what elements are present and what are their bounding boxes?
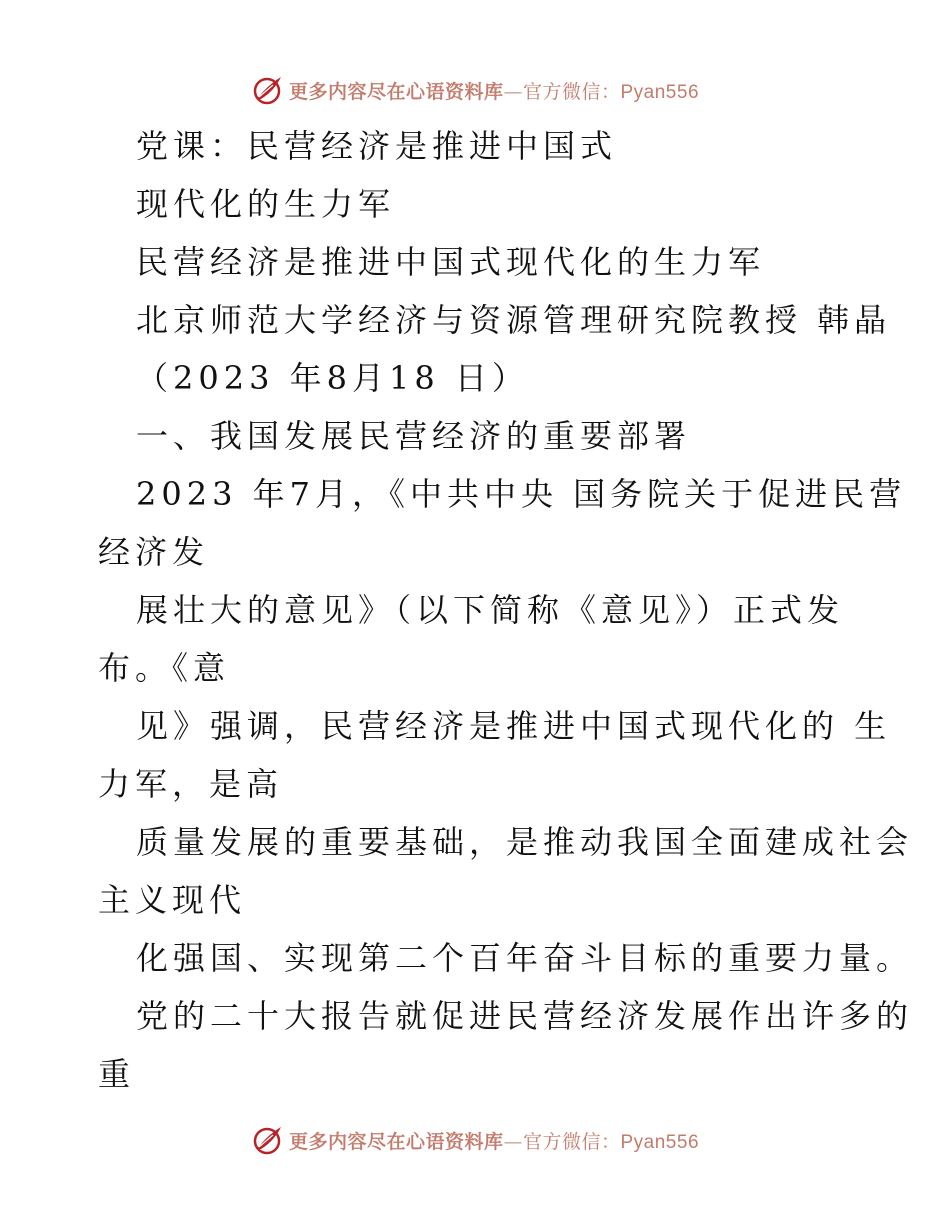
feather-quill-logo-icon [251,73,285,107]
watermark-site-text: 更多内容尽在心语资料库 [288,80,504,103]
watermark-site-text: 更多内容尽在心语资料库 [288,1130,504,1153]
watermark-text [289,1127,699,1154]
doc-title-line-2: 现代化的生力军 [136,185,396,223]
footer-watermark [0,1122,950,1158]
doc-paragraph-line: 主义现代 [98,881,247,919]
doc-paragraph-line: 2023 年7月，《中共中央 国务院关于促进民营 [136,475,907,513]
watermark-separator: — [503,1130,523,1153]
doc-paragraph-line: 质量发展的重要基础，是推动我国全面建成社会 [136,823,914,861]
doc-paragraph-line: 经济发 [98,533,210,571]
watermark-wechat-label: 官方微信： [522,80,621,103]
doc-paragraph-line: 布。《意 [98,649,231,687]
doc-section-heading: 一、我国发展民营经济的重要部署 [136,417,692,455]
watermark-wechat-id: Pyan556 [620,81,700,103]
watermark-wechat-label: 官方微信： [522,1130,621,1153]
doc-heading: 民营经济是推进中国式现代化的生力军 [136,243,766,281]
feather-quill-logo-icon [251,1123,285,1157]
doc-paragraph-line: 化强国、实现第二个百年奋斗目标的重要力量。 [136,939,914,977]
doc-title-line-1: 党课：民营经济是推进中国式 [136,127,618,165]
doc-paragraph-line: 见》强调，民营经济是推进中国式现代化的 生 [136,707,892,745]
watermark-text [289,77,699,104]
watermark-wechat-id: Pyan556 [620,1131,700,1153]
doc-date: （2023 年8月18 日） [136,359,529,397]
header-watermark [0,72,950,108]
watermark-separator: — [503,80,523,103]
doc-paragraph-line: 展壮大的意见》（以下简称《意见》）正式发 [136,591,845,629]
doc-author: 北京师范大学经济与资源管理研究院教授 韩晶 [136,301,892,339]
doc-paragraph-line: 重 [98,1055,136,1093]
doc-paragraph-line: 力军，是高 [98,765,284,803]
doc-paragraph-line: 党的二十大报告就促进民营经济发展作出许多的 [136,997,914,1035]
